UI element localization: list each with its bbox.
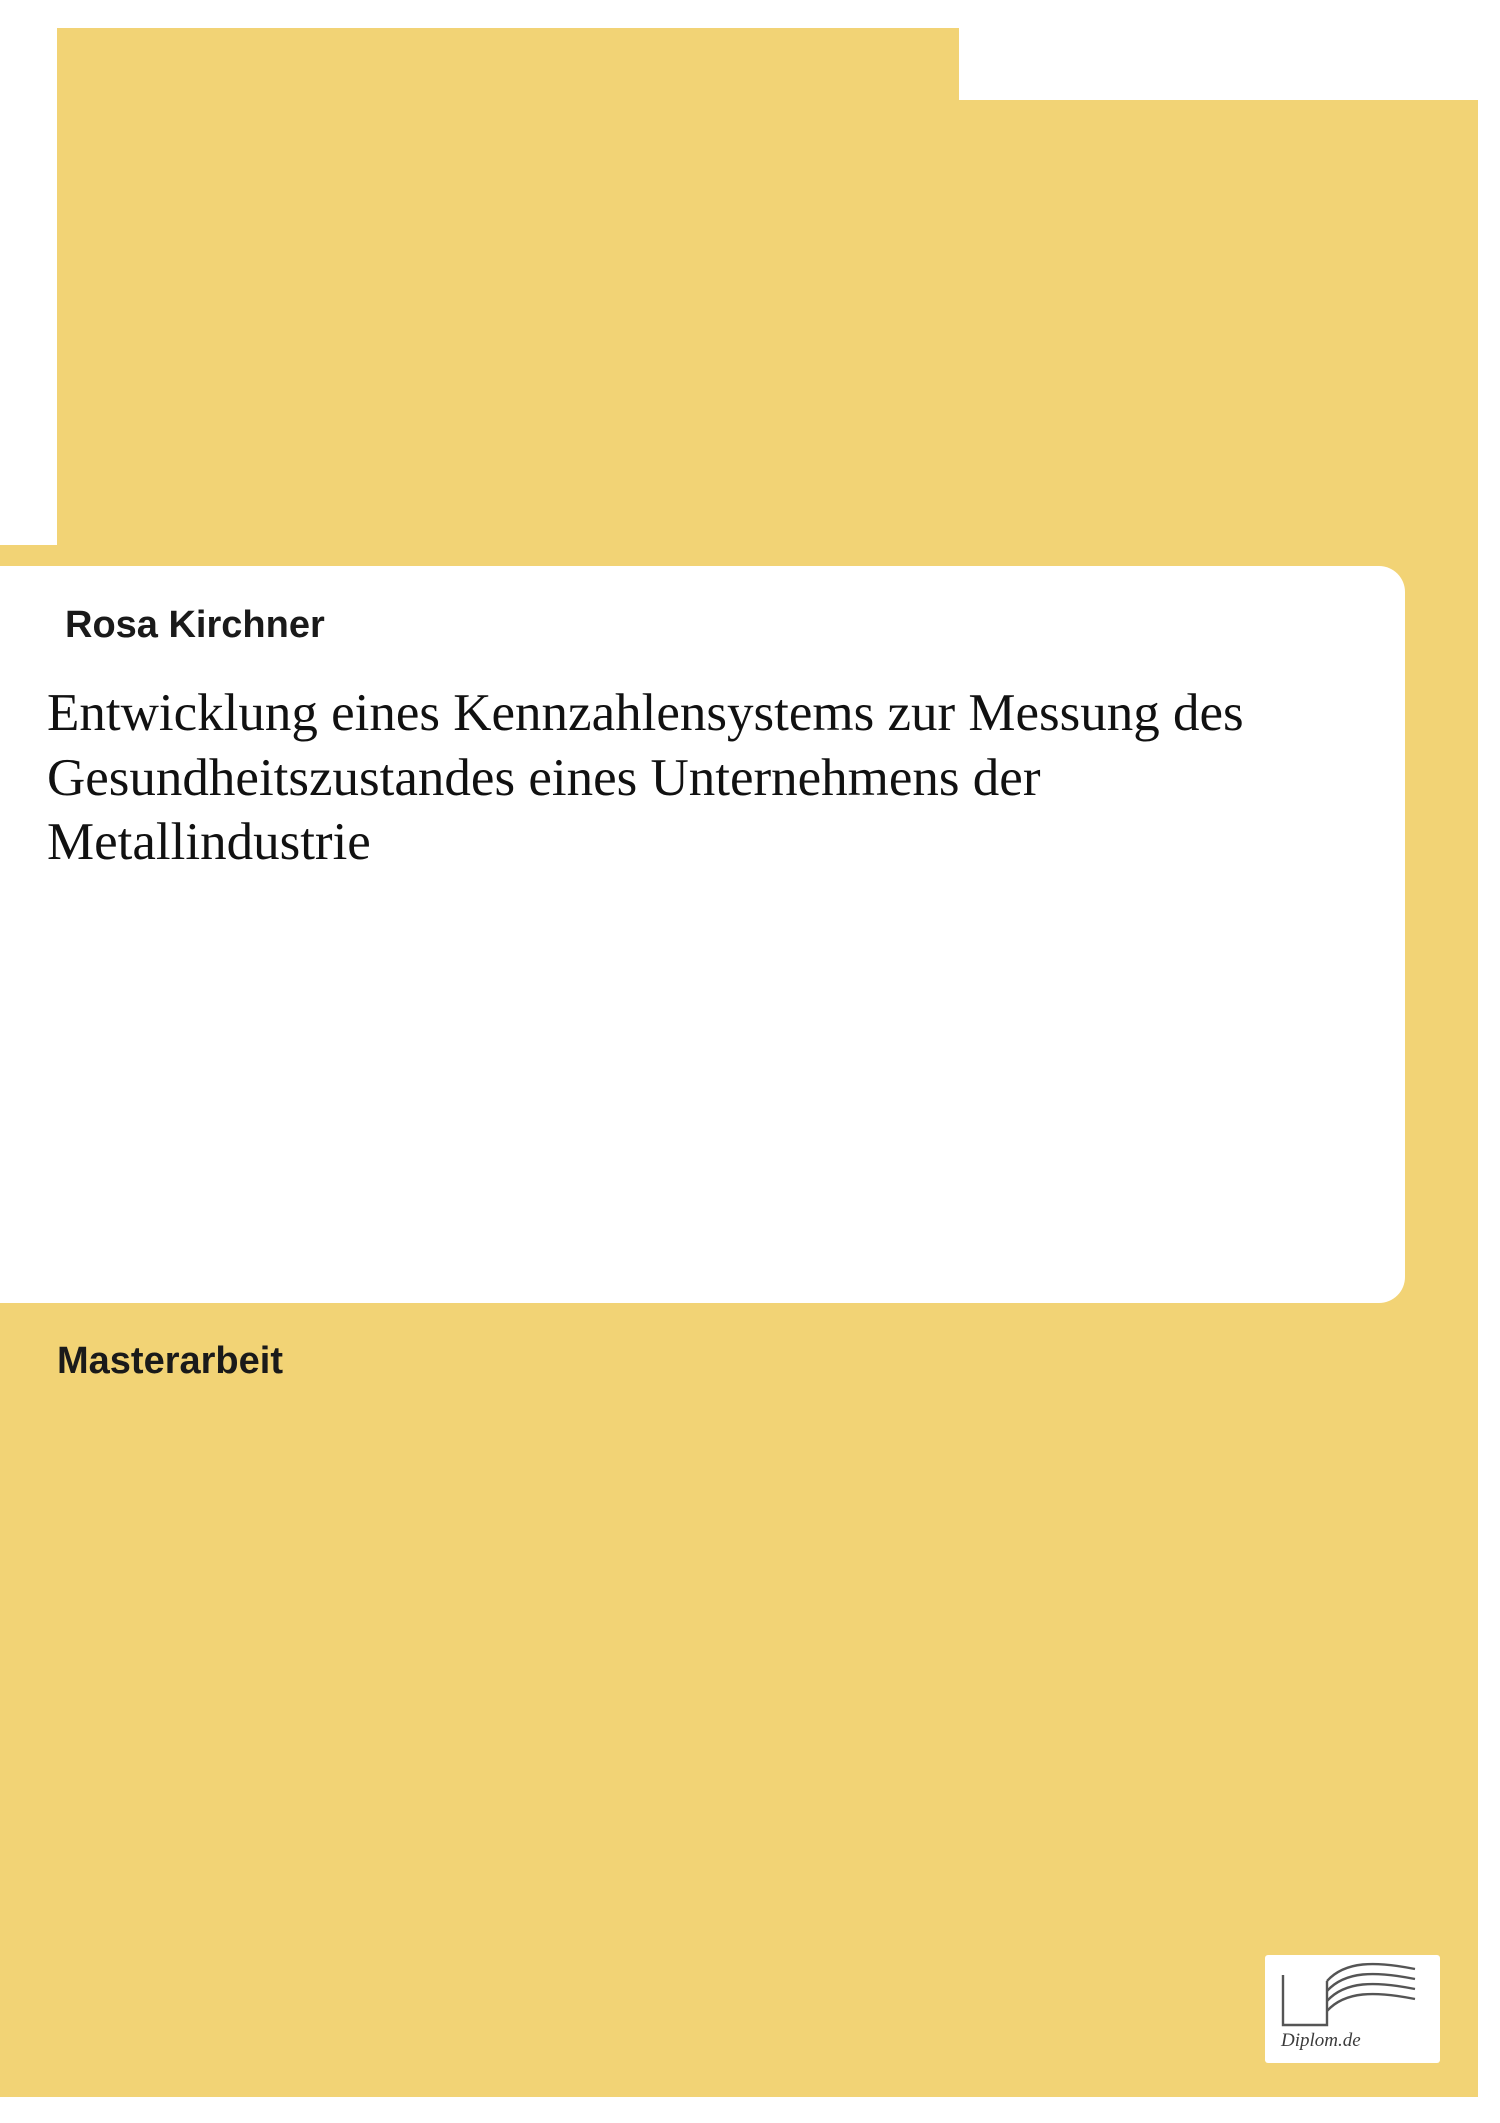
author-name: Rosa Kirchner (65, 604, 325, 646)
title-card (0, 566, 1405, 1303)
publisher-logo (1265, 1955, 1440, 2063)
right-white-margin (1478, 0, 1500, 2123)
document-type-label: Masterarbeit (57, 1340, 283, 1382)
open-book-icon (1265, 1955, 1440, 2035)
page-title: Entwicklung eines Kennzahlensystems zur Messung des Gesundheitszustandes eines Unternehmens der Metallindustrie (47, 684, 1244, 872)
publisher-name: Diplom.de (1281, 2030, 1361, 2051)
category-label: Wirtschaft (1288, 28, 1458, 69)
bottom-white-margin (0, 2097, 1500, 2123)
top-left-white-block (0, 0, 57, 545)
